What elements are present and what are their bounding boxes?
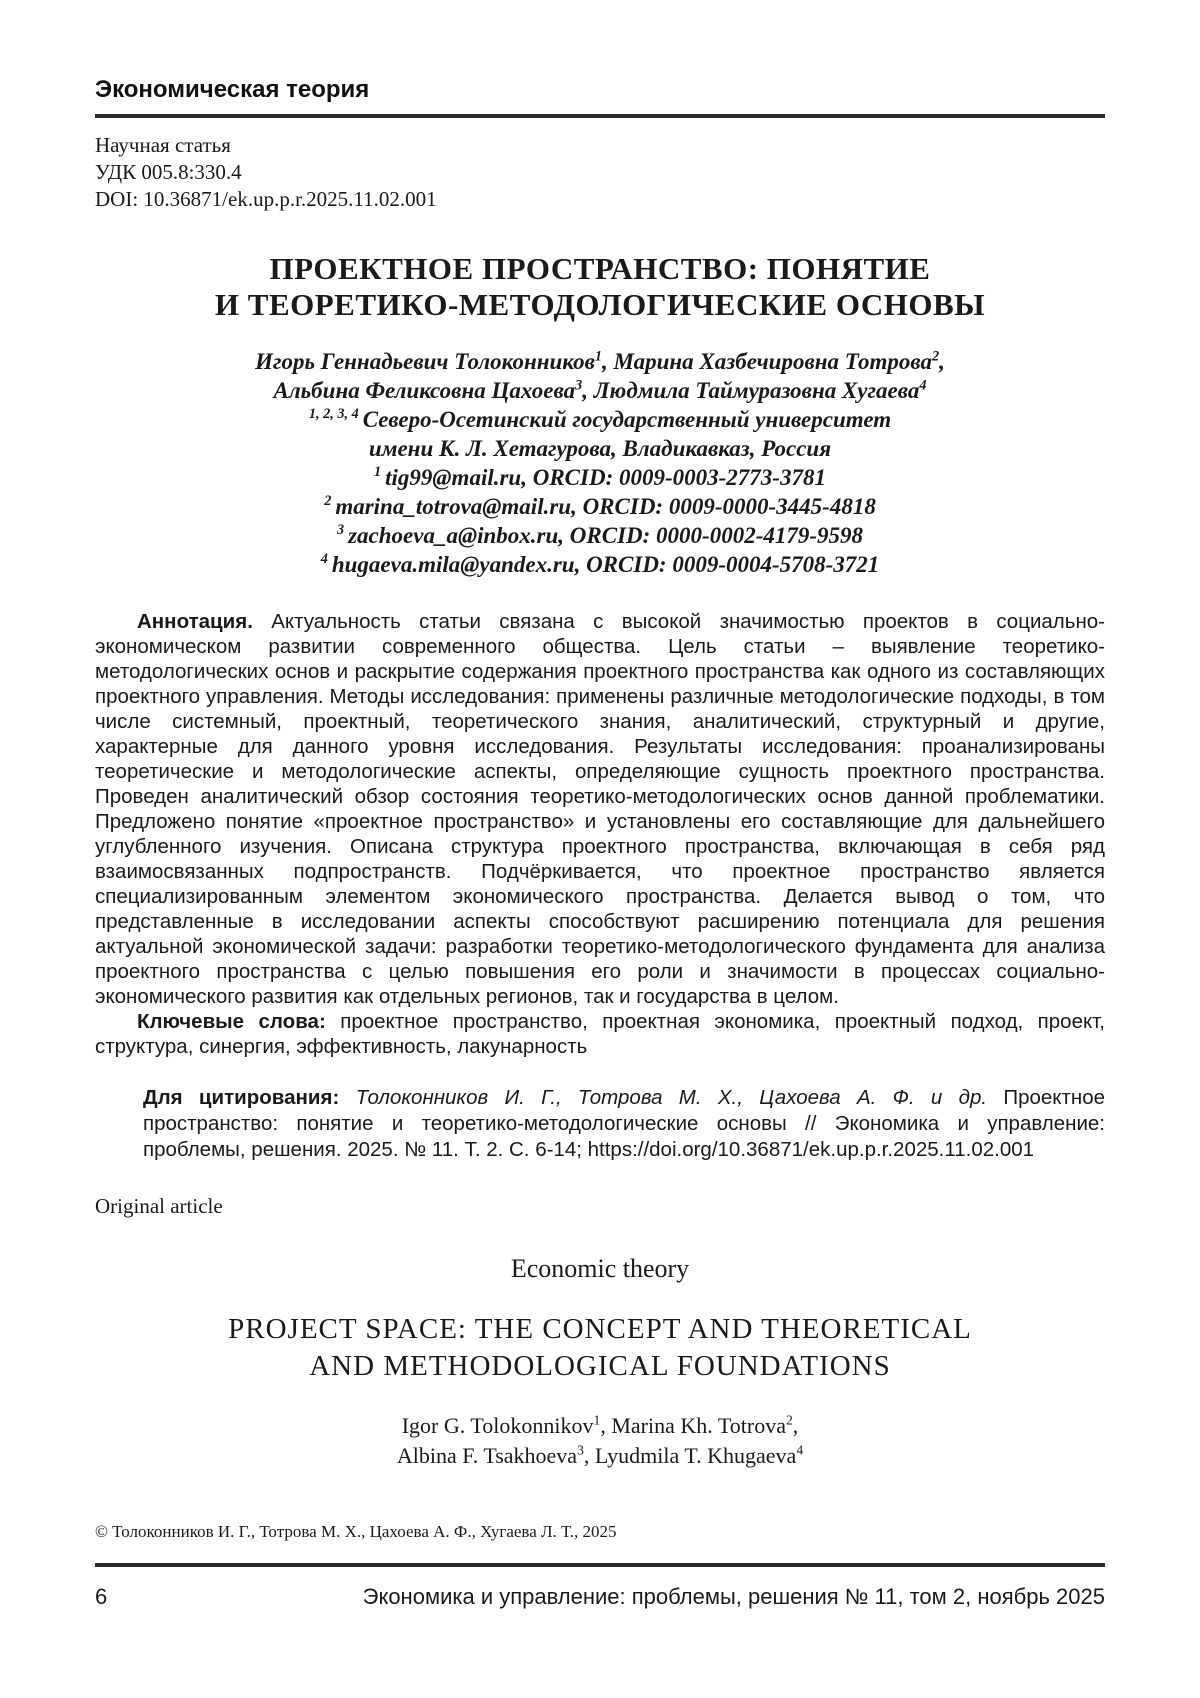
- article-title-en-line2: AND METHODOLOGICAL FOUNDATIONS: [309, 1350, 891, 1382]
- article-meta: [95, 132, 1105, 213]
- authors-en: Igor G. Tolokonnikov$^1$, Marina Kh. Totrova$^2$, Albina F. Tsakhoeva$^3$, Lyudmila T. Khugaeva$^4$: [396, 1412, 804, 1468]
- affiliation-sup: 1, 2, 3, 4: [308, 406, 359, 423]
- author-en: Igor G. Tolokonnikov: [401, 1413, 594, 1438]
- author-sup: 3: [577, 1442, 584, 1458]
- authors-block-ru: [95, 347, 1105, 579]
- abstract-text: Актуальность статьи связана с высокой значимостью проектов в социально-экономическом развитии современного общества. Цель статьи – выявление теоретико-методологических основ и раскрытие содержания проектного пространства как одного из составляющих проектного управления. Методы исследования: применены различные методологические подходы, в том числе системный, проектный, теоретического знания, аналитический, структурный и другие, характерные для данного уровня исследования. Результаты исследования: проанализированы теоретические и методологические аспекты, определяющие сущность проектного пространства. Проведен аналитический обзор состояния теоретико-методологических основ данной проблематики. Предложено понятие «проектное пространство» и установлены его составляющие для дальнейшего углубленного изучения. Описана структура проектного пространства, включающая в себя ряд взаимосвязанных подпространств. Подчёркивается, что проектное пространство является специализированным элементом экономического пространства. Делается вывод о том, что представленные в исследовании аспекты способствуют расширению потенциала для решения актуальной экономической задачи: разработки теоретико-методологического фундамента для анализа проектного пространства с целью повышения его роли и значимости в процессах социально-экономического развития как отдельных регионов, так и государства в целом.: [95, 610, 1105, 1008]
- author-contact: [95, 521, 1105, 550]
- citation-text: Проектное пространство: понятие и теоретико-методологические основы // Экономика и управление: проблемы, решения. 2025. № 11. Т. 2. С. 6-14; https://doi.org/10.36871/ek.up.p.r.2025.11.02.001: [143, 1086, 1106, 1161]
- contact-email-orcid: marina_totrova@mail.ru, ORCID: 0009-0000-3445-4818: [335, 494, 876, 519]
- doi-line: DOI: 10.36871/ek.up.p.r.2025.11.02.001: [95, 187, 437, 211]
- contact-sup: 3: [336, 522, 345, 539]
- author-contact: [95, 492, 1105, 521]
- citation-block: [143, 1085, 1105, 1163]
- author-contact: [95, 463, 1105, 492]
- article-title-ru-line2: И ТЕОРЕТИКО-МЕТОДОЛОГИЧЕСКИЕ ОСНОВЫ: [214, 287, 986, 322]
- author-sup: 2: [785, 1412, 793, 1428]
- article-type-label: Научная статья: [95, 133, 231, 157]
- citation-authors: Толоконников И. Г., Тотрова М. Х., Цахоева А. Ф. и др.: [355, 1086, 988, 1109]
- article-title-ru-line1: ПРОЕКТНОЕ ПРОСТРАНСТВО: ПОНЯТИЕ: [269, 251, 931, 286]
- contact-sup: 1: [374, 464, 382, 481]
- abstract-label: Аннотация.: [137, 610, 253, 633]
- abstract-paragraph: [95, 609, 1105, 1009]
- author-en: Albina F. Tsakhoeva: [396, 1443, 578, 1468]
- rubric-title: Экономическая теория: [95, 76, 370, 103]
- keywords-label: Ключевые слова:: [137, 1010, 326, 1033]
- page-number: 6: [95, 1584, 108, 1609]
- header-divider: [95, 114, 1105, 118]
- author-sup: 3: [575, 377, 583, 394]
- author-ru: Игорь Геннадьевич Толоконников: [255, 349, 595, 374]
- author-sup: 1: [594, 348, 602, 365]
- original-article-label: Original article: [95, 1194, 223, 1218]
- article-title-en-line1: PROJECT SPACE: THE CONCEPT AND THEORETICAL: [228, 1313, 972, 1345]
- contact-email-orcid: hugaeva.mila@yandex.ru, ORCID: 0009-0004-5708-3721: [331, 552, 880, 577]
- authors-ru: Игорь Геннадьевич Толоконников$^1$, Марина Хазбечировна Тотрова$^2$, Альбина Феликсовна Цахоева$^3$, Людмила Таймуразовна Хугаева$^4$: [255, 348, 945, 403]
- journal-line: Экономика и управление: проблемы, решения № 11, том 2, ноябрь 2025: [362, 1584, 1105, 1609]
- author-ru: Марина Хазбечировна Тотрова: [613, 349, 932, 374]
- copyright-line: © Толоконников И. Г., Тотрова М. Х., Цахоева А. Ф., Хугаева Л. Т., 2025: [95, 1522, 617, 1541]
- contact-email-orcid: zachoeva_a@inbox.ru, ORCID: 0000-0002-4179-9598: [348, 523, 864, 548]
- keywords-text: проектное пространство, проектная экономика, проектный подход, проект, структура, синергия, эффективность, лакунарность: [95, 1010, 1105, 1058]
- section-title-en: Economic theory: [510, 1254, 690, 1283]
- citation-label: Для цитирования:: [143, 1086, 340, 1109]
- affiliation-line1: Северо-Осетинский государственный университет: [362, 407, 892, 432]
- contact-sup: 2: [324, 493, 332, 510]
- contact-sup: 4: [320, 551, 328, 568]
- author-en: Marina Kh. Totrova: [611, 1413, 786, 1438]
- author-sup: 4: [919, 377, 927, 394]
- affiliation: [95, 405, 1105, 463]
- article-title-en: [95, 1311, 1105, 1385]
- affiliation-line2: имени К. Л. Хетагурова, Владикавказ, Россия: [368, 436, 832, 461]
- author-sup: 2: [932, 348, 940, 365]
- author-contact: [95, 550, 1105, 579]
- footer-divider: [95, 1563, 1105, 1567]
- keywords-paragraph: [95, 1009, 1105, 1059]
- author-sup: 4: [796, 1442, 804, 1458]
- page-footer: [95, 1583, 1105, 1611]
- author-en: Lyudmila T. Khugaeva: [594, 1443, 797, 1468]
- udc-code: УДК 005.8:330.4: [95, 160, 242, 184]
- author-sup: 1: [593, 1412, 601, 1428]
- author-ru: Людмила Таймуразовна Хугаева: [593, 378, 920, 403]
- article-title-ru: [95, 251, 1105, 323]
- contact-email-orcid: tig99@mail.ru, ORCID: 0009-0003-2773-3781: [385, 465, 826, 490]
- author-ru: Альбина Феликсовна Цахоева: [273, 378, 576, 403]
